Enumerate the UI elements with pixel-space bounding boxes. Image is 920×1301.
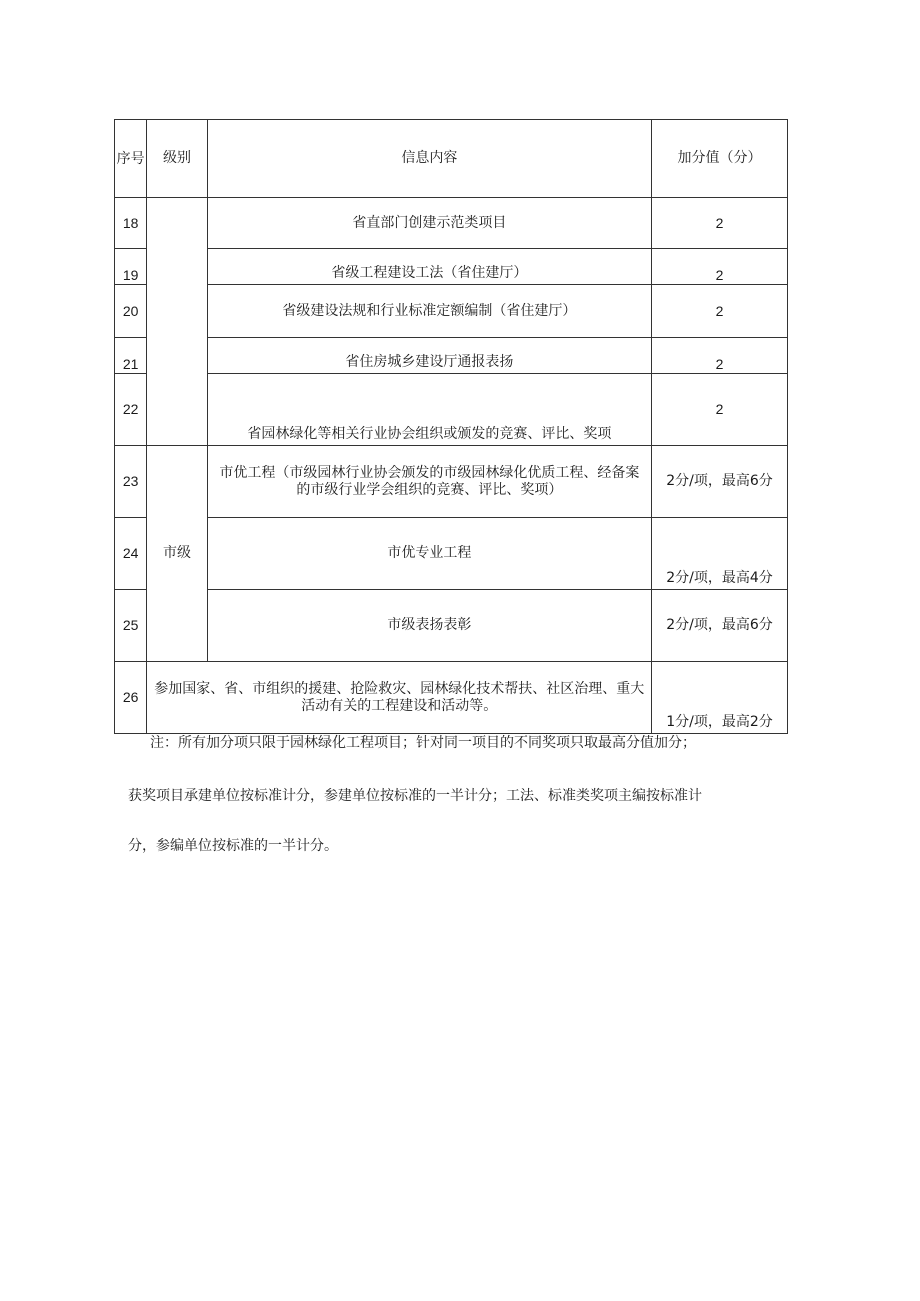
- header-seq: 序号: [115, 120, 147, 198]
- header-level: 级别: [147, 120, 207, 198]
- table-row: [115, 374, 788, 446]
- row-seq: 19: [115, 249, 147, 285]
- row-score: 2分/项，最高6分: [652, 446, 788, 518]
- row-info: 省园林绿化等相关行业协会组织或颁发的竞赛、评比、奖项: [207, 374, 651, 446]
- row-seq: 24: [115, 518, 147, 590]
- table-row: [115, 446, 788, 518]
- note-line-1: 注：所有加分项只限于园林绿化工程项目；针对同一项目的不同奖项只取最高分值加分；: [150, 735, 696, 751]
- row-seq: 23: [115, 446, 147, 518]
- header-score: 加分值（分）: [652, 120, 788, 198]
- table-row: [115, 249, 788, 285]
- row-seq: 25: [115, 590, 147, 662]
- row-score: 2: [652, 285, 788, 338]
- note-line-3: 分，参编单位按标准的一半计分。: [128, 838, 338, 854]
- row-score: 2分/项，最高4分: [652, 518, 788, 590]
- table-row: [115, 285, 788, 338]
- row-seq: 20: [115, 285, 147, 338]
- row-info: 参加国家、省、市组织的援建、抢险救灾、园林绿化技术帮扶、社区治理、重大活动有关的工程建设和活动等。: [147, 662, 652, 734]
- header-info: 信息内容: [207, 120, 651, 198]
- row-info: 省直部门创建示范类项目: [207, 198, 651, 249]
- row-score: 2: [652, 374, 788, 446]
- table-header-row: [115, 120, 788, 198]
- level-cell-province: [147, 198, 207, 446]
- row-info: 省级工程建设工法（省住建厅）: [207, 249, 651, 285]
- row-score: 2: [652, 198, 788, 249]
- row-info: 市优专业工程: [207, 518, 651, 590]
- row-info: 市级表扬表彰: [207, 590, 651, 662]
- row-info: 市优工程（市级园林行业协会颁发的市级园林绿化优质工程、经备案的市级行业学会组织的竞赛、评比、奖项）: [207, 446, 651, 518]
- row-seq: 18: [115, 198, 147, 249]
- row-seq: 21: [115, 338, 147, 374]
- table-row: [115, 662, 788, 734]
- table-row: [115, 198, 788, 249]
- row-score: 1分/项，最高2分: [652, 662, 788, 734]
- row-score: 2: [652, 249, 788, 285]
- table-row: [115, 338, 788, 374]
- row-info: 省住房城乡建设厅通报表扬: [207, 338, 651, 374]
- table-notes: [114, 733, 814, 856]
- table-row: [115, 590, 788, 662]
- note-line-2: 获奖项目承建单位按标准计分，参建单位按标准的一半计分；工法、标准类奖项主编按标准计: [128, 788, 702, 804]
- row-score: 2分/项，最高6分: [652, 590, 788, 662]
- bonus-score-table: [114, 119, 788, 734]
- row-seq: 26: [115, 662, 147, 734]
- row-seq: 22: [115, 374, 147, 446]
- table-row: [115, 518, 788, 590]
- row-score: 2: [652, 338, 788, 374]
- row-info: 省级建设法规和行业标准定额编制（省住建厅）: [207, 285, 651, 338]
- level-cell-city: 市级: [147, 446, 207, 662]
